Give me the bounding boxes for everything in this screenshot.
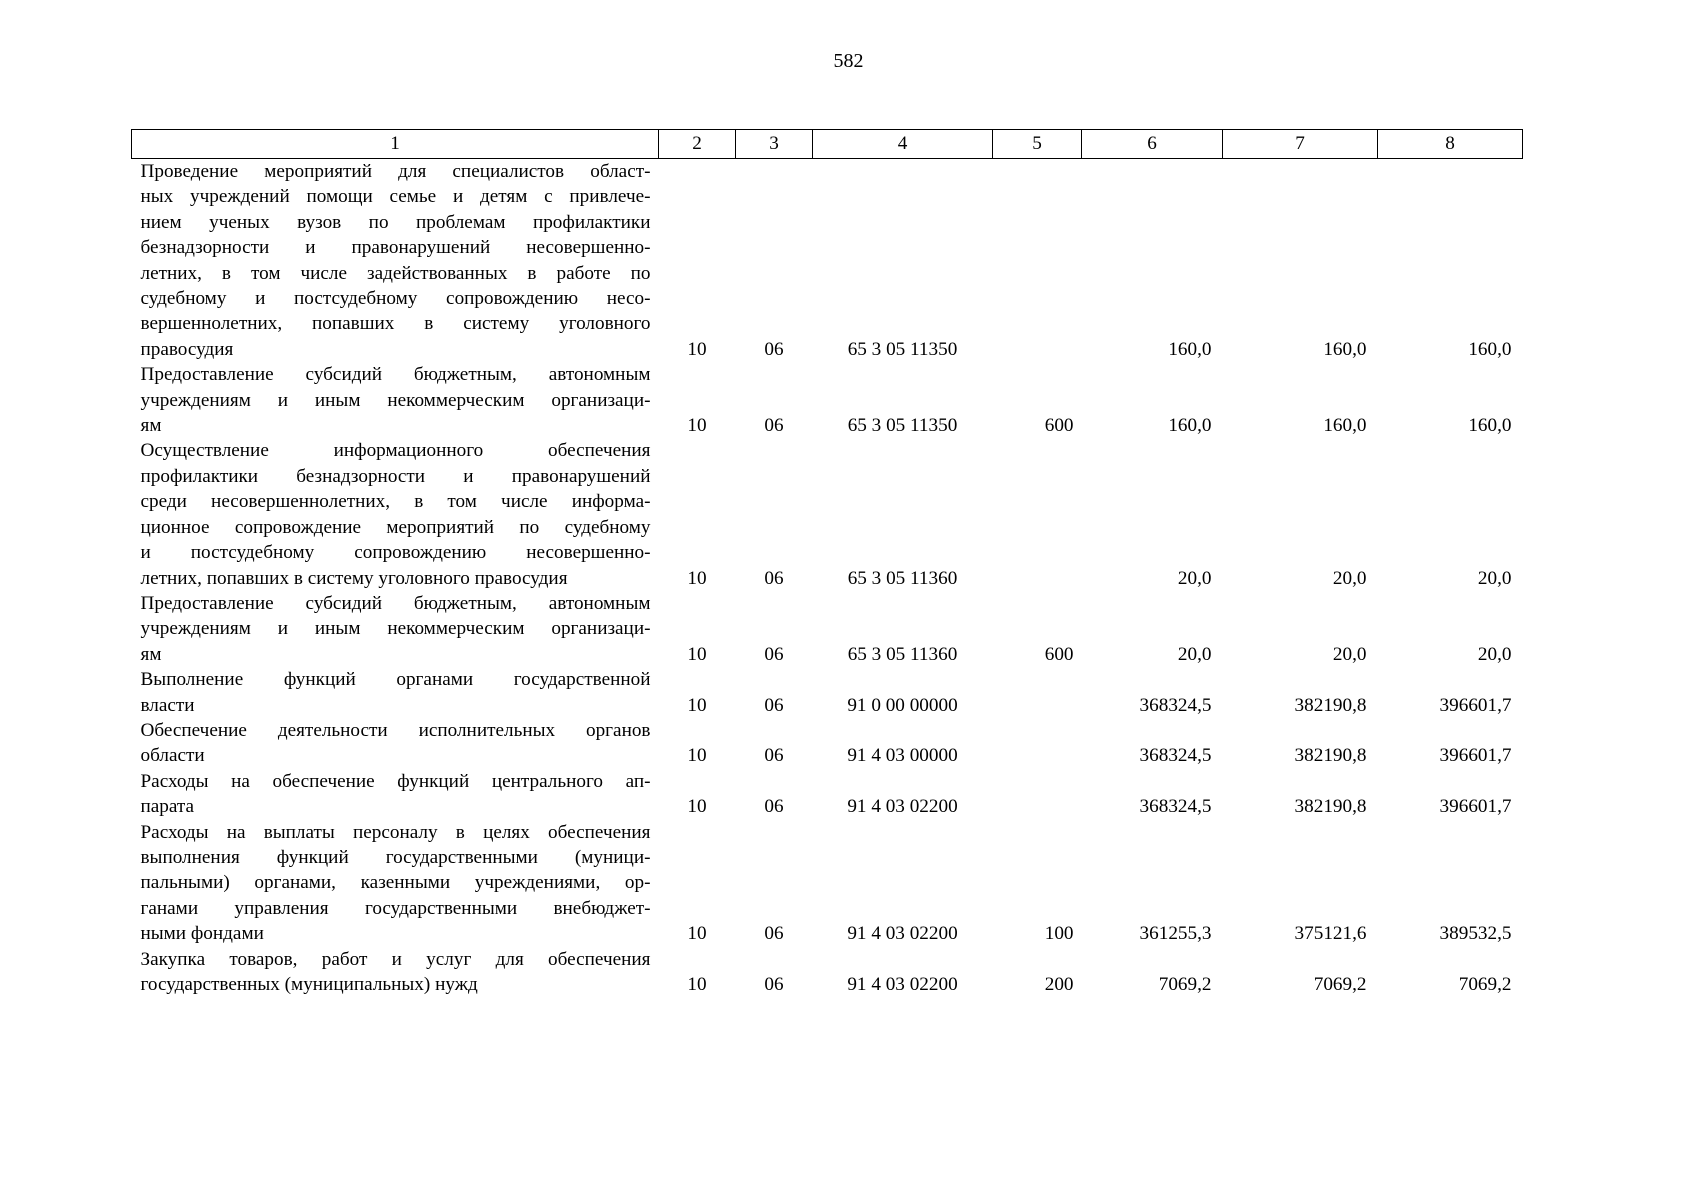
cell-col7: 382190,8	[1294, 694, 1367, 716]
cell-col7: 20,0	[1332, 643, 1367, 665]
table-row	[132, 159, 1523, 363]
row-name-line: власти	[140, 694, 195, 716]
cell-col4: 91 4 03 02200	[847, 796, 958, 818]
cell-col5: 200	[1044, 974, 1074, 995]
table-row	[132, 667, 1523, 718]
cell-col2: 10	[687, 415, 707, 437]
row-name	[132, 667, 659, 718]
cell-col6: 20,0	[1177, 567, 1212, 589]
cell-col5: 600	[1044, 643, 1074, 665]
cell-col8: 396601,7	[1439, 694, 1512, 716]
cell-col2: 10	[687, 338, 707, 360]
row-name-line: парата	[140, 796, 195, 818]
cell-col7: 160,0	[1323, 338, 1367, 360]
row-name-line: Проведение мероприятий для специалистов област-	[140, 161, 651, 182]
cell-col3: 06	[764, 338, 784, 360]
cell-col4: 91 4 03 02200	[847, 923, 958, 945]
cell-col3: 06	[764, 694, 784, 716]
row-name	[132, 591, 659, 667]
cell-col7: 7069,2	[1313, 974, 1367, 995]
row-name-line: ционное сопровождение мероприятий по судебному	[140, 516, 651, 538]
cell-col2: 10	[687, 643, 707, 665]
table-row	[132, 718, 1523, 769]
row-name-line: ными фондами	[140, 923, 264, 945]
table-row	[132, 591, 1523, 667]
cell-col3: 06	[764, 796, 784, 818]
row-name-line: ных учреждений помощи семье и детям с привлече-	[140, 186, 651, 208]
col-header-4: 4	[813, 130, 993, 159]
cell-col7: 160,0	[1323, 415, 1367, 437]
col-header-3: 3	[736, 130, 813, 159]
cell-col6: 20,0	[1177, 643, 1212, 665]
row-name-line: правосудия	[140, 338, 234, 360]
row-name-line: вершеннолетних, попавших в систему уголовного	[140, 313, 651, 335]
cell-col6: 368324,5	[1139, 745, 1212, 767]
row-name	[132, 820, 659, 947]
row-name-line: ганами управления государственными внебюджет-	[140, 897, 651, 919]
row-name-line: учреждениям и иным некоммерческим организаци-	[140, 618, 651, 640]
row-name	[132, 718, 659, 769]
row-name-line: области	[140, 745, 205, 767]
row-name-line: выполнения функций государственными (муници-	[140, 846, 651, 868]
cell-col5	[993, 718, 1082, 769]
cell-col3: 06	[764, 567, 784, 589]
cell-col5	[993, 438, 1082, 590]
col-header-5: 5	[993, 130, 1082, 159]
row-name-line: Расходы на выплаты персоналу в целях обеспечения	[140, 821, 651, 843]
row-name-line: Предоставление субсидий бюджетным, автономным	[140, 364, 651, 386]
cell-col6: 368324,5	[1139, 694, 1212, 716]
cell-col8: 160,0	[1468, 338, 1512, 360]
cell-col2: 10	[687, 796, 707, 818]
row-name-line: Выполнение функций органами государственной	[140, 669, 651, 691]
cell-col3: 06	[764, 745, 784, 767]
cell-col8: 160,0	[1468, 415, 1512, 437]
cell-col7: 375121,6	[1294, 923, 1367, 945]
row-name-line: безнадзорности и правонарушений несовершенно-	[140, 237, 651, 259]
cell-col3: 06	[764, 415, 784, 437]
row-name	[132, 438, 659, 590]
cell-col5: 600	[1044, 415, 1074, 437]
row-name-line: летних, попавших в систему уголовного правосудия	[140, 567, 568, 589]
row-name-line: среди несовершеннолетних, в том числе информа-	[140, 491, 651, 513]
cell-col6: 361255,3	[1139, 923, 1212, 945]
cell-col4: 91 4 03 00000	[847, 745, 958, 767]
table-row	[132, 947, 1523, 998]
row-name	[132, 947, 659, 998]
table-row	[132, 769, 1523, 820]
cell-col7: 382190,8	[1294, 796, 1367, 818]
row-name-line: Обеспечение деятельности исполнительных органов	[140, 719, 651, 741]
row-name-line: судебному и постсудебному сопровождению несо-	[140, 288, 651, 310]
cell-col2: 10	[687, 745, 707, 767]
cell-col6: 368324,5	[1139, 796, 1212, 818]
col-header-7: 7	[1223, 130, 1378, 159]
cell-col5	[993, 667, 1082, 718]
col-header-6: 6	[1082, 130, 1223, 159]
row-name	[132, 769, 659, 820]
row-name-line: Осуществление информационного обеспечения	[140, 440, 651, 462]
col-header-1: 1	[132, 130, 659, 159]
cell-col8: 389532,5	[1439, 923, 1512, 945]
cell-col8: 20,0	[1477, 643, 1512, 665]
row-name-line: и постсудебному сопровождению несовершенно-	[140, 542, 651, 564]
row-name	[132, 159, 659, 363]
cell-col6: 160,0	[1168, 338, 1212, 360]
cell-col6: 160,0	[1168, 415, 1212, 437]
row-name-line: ям	[140, 415, 162, 437]
cell-col8: 7069,2	[1458, 974, 1512, 995]
cell-col5: 100	[1044, 923, 1074, 945]
cell-col3: 06	[764, 974, 784, 995]
cell-col2: 10	[687, 694, 707, 716]
row-name-line: профилактики безнадзорности и правонарушений	[140, 465, 651, 487]
cell-col8: 396601,7	[1439, 796, 1512, 818]
table-header	[132, 130, 1523, 159]
row-name-line: Расходы на обеспечение функций центрального ап-	[140, 770, 651, 792]
col-header-8: 8	[1378, 130, 1523, 159]
cell-col3: 06	[764, 643, 784, 665]
cell-col2: 10	[687, 567, 707, 589]
cell-col7: 382190,8	[1294, 745, 1367, 767]
table-row	[132, 362, 1523, 438]
row-name-line: государственных (муниципальных) нужд	[140, 974, 478, 995]
cell-col4: 65 3 05 11360	[847, 643, 958, 665]
cell-col5	[993, 159, 1082, 363]
row-name-line: нием ученых вузов по проблемам профилактики	[140, 211, 651, 233]
row-name-line: учреждениям и иным некоммерческим организаци-	[140, 389, 651, 411]
row-name-line: ям	[140, 643, 162, 665]
row-name	[132, 362, 659, 438]
cell-col4: 91 4 03 02200	[847, 974, 958, 995]
cell-col5	[993, 769, 1082, 820]
cell-col8: 20,0	[1477, 567, 1512, 589]
cell-col4: 65 3 05 11360	[847, 567, 958, 589]
cell-col2: 10	[687, 974, 707, 995]
budget-table	[131, 129, 1523, 997]
table-row	[132, 820, 1523, 947]
row-name-line: летних, в том числе задействованных в работе по	[140, 262, 651, 284]
cell-col2: 10	[687, 923, 707, 945]
cell-col4: 65 3 05 11350	[847, 415, 958, 437]
col-header-2: 2	[659, 130, 736, 159]
cell-col4: 65 3 05 11350	[847, 338, 958, 360]
table-body	[132, 159, 1523, 998]
table-row	[132, 438, 1523, 590]
row-name-line: Закупка товаров, работ и услуг для обеспечения	[140, 948, 651, 970]
cell-col7: 20,0	[1332, 567, 1367, 589]
cell-col8: 396601,7	[1439, 745, 1512, 767]
cell-col3: 06	[764, 923, 784, 945]
row-name-line: пальными) органами, казенными учреждениями, ор-	[140, 872, 651, 894]
table-header-row	[132, 130, 1523, 159]
row-name-line: Предоставление субсидий бюджетным, автономным	[140, 592, 651, 614]
cell-col6: 7069,2	[1158, 974, 1212, 995]
page-number: 582	[833, 50, 864, 72]
cell-col4: 91 0 00 00000	[847, 694, 958, 716]
